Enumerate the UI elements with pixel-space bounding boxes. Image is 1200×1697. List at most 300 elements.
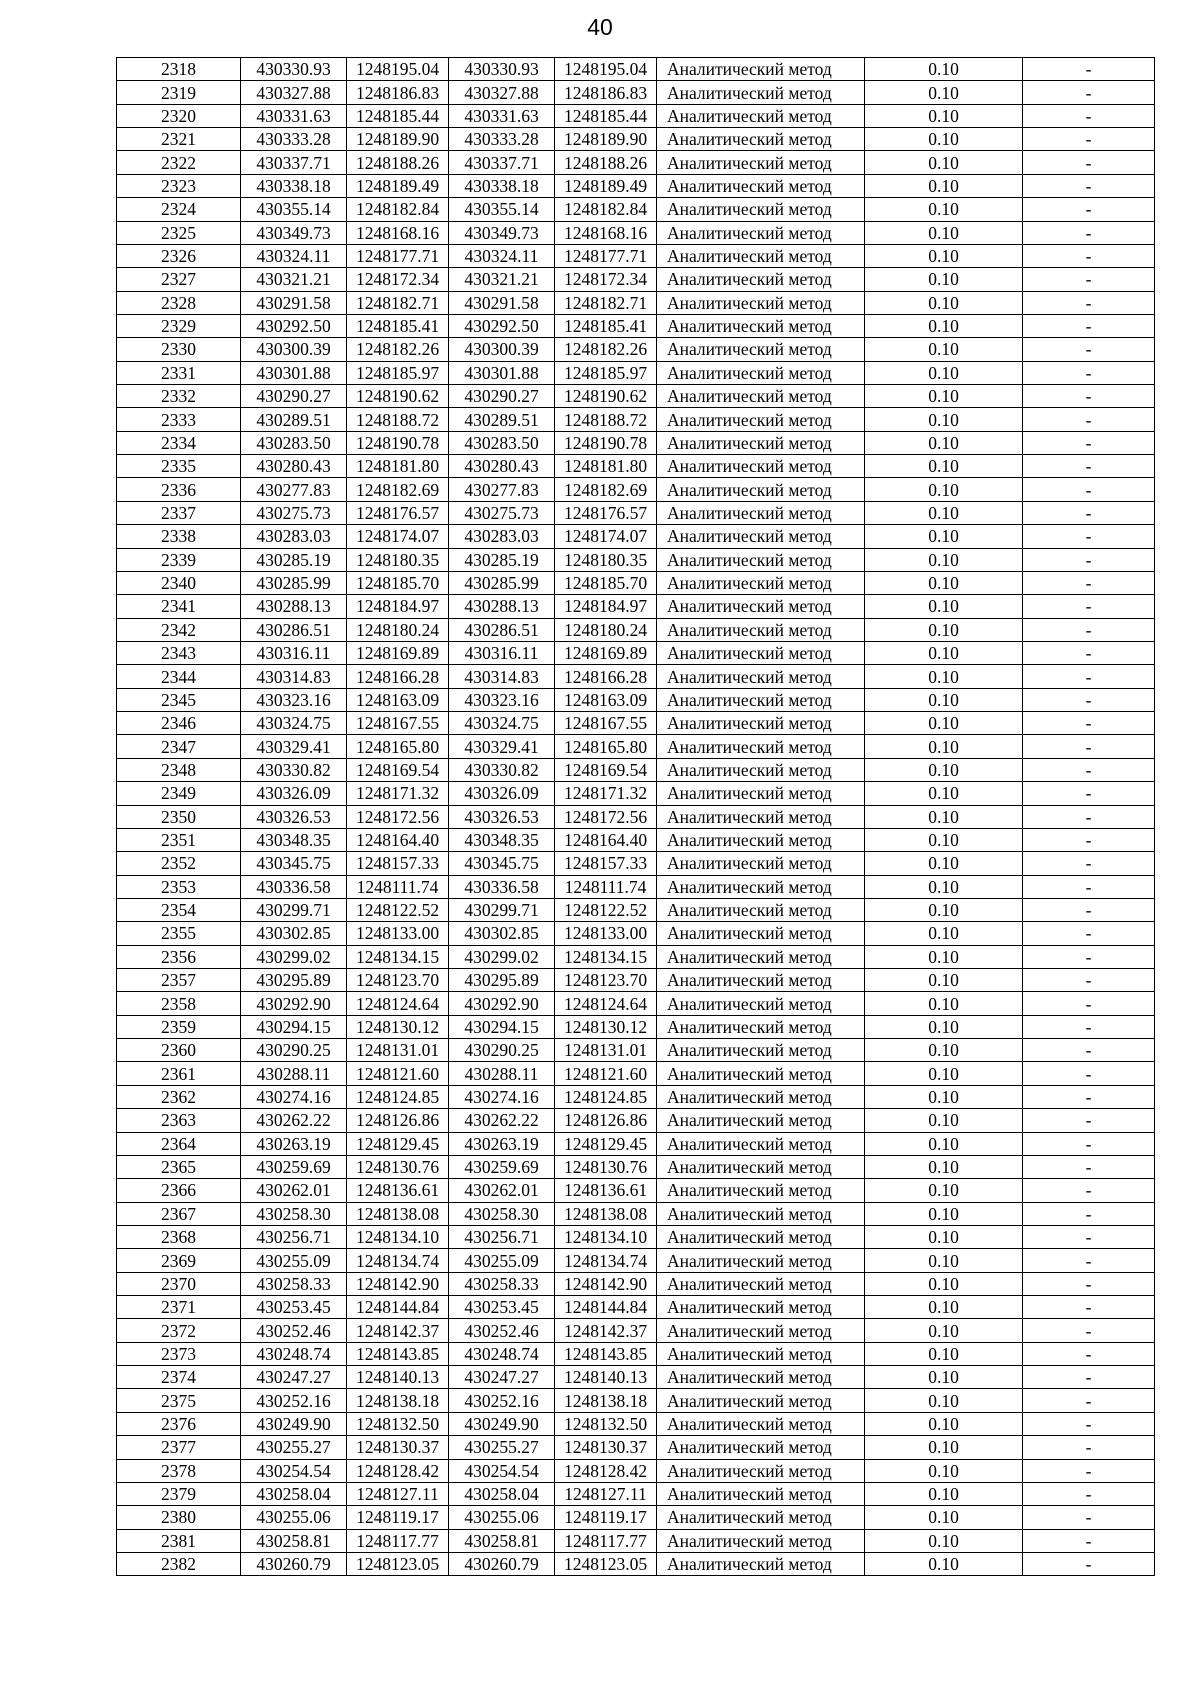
method-cell: Аналитический метод	[657, 408, 865, 431]
x-old-cell: 430260.79	[241, 1553, 347, 1576]
method-cell: Аналитический метод	[657, 782, 865, 805]
precision-cell: 0.10	[865, 618, 1023, 641]
y-old-cell: 1248182.26	[347, 338, 449, 361]
note-cell: -	[1023, 385, 1155, 408]
x-new-cell: 430255.09	[449, 1249, 555, 1272]
method-cell: Аналитический метод	[657, 291, 865, 314]
y-new-cell: 1248174.07	[555, 525, 657, 548]
point-number-cell: 2335	[117, 455, 241, 478]
point-number-cell: 2365	[117, 1155, 241, 1178]
precision-cell: 0.10	[865, 408, 1023, 431]
y-old-cell: 1248189.49	[347, 174, 449, 197]
y-new-cell: 1248169.89	[555, 641, 657, 664]
table-row	[117, 1202, 1155, 1225]
table-row	[117, 1225, 1155, 1248]
table-row	[117, 478, 1155, 501]
x-new-cell: 430299.71	[449, 898, 555, 921]
method-cell: Аналитический метод	[657, 1015, 865, 1038]
y-new-cell: 1248180.35	[555, 548, 657, 571]
x-new-cell: 430255.27	[449, 1436, 555, 1459]
method-cell: Аналитический метод	[657, 992, 865, 1015]
x-new-cell: 430301.88	[449, 361, 555, 384]
table-row	[117, 852, 1155, 875]
y-old-cell: 1248188.26	[347, 151, 449, 174]
x-old-cell: 430286.51	[241, 618, 347, 641]
y-new-cell: 1248169.54	[555, 758, 657, 781]
y-new-cell: 1248131.01	[555, 1039, 657, 1062]
table-row	[117, 1039, 1155, 1062]
y-old-cell: 1248123.05	[347, 1553, 449, 1576]
method-cell: Аналитический метод	[657, 1436, 865, 1459]
method-cell: Аналитический метод	[657, 174, 865, 197]
y-old-cell: 1248121.60	[347, 1062, 449, 1085]
x-old-cell: 430337.71	[241, 151, 347, 174]
y-new-cell: 1248182.26	[555, 338, 657, 361]
y-new-cell: 1248189.49	[555, 174, 657, 197]
table-row	[117, 665, 1155, 688]
note-cell: -	[1023, 314, 1155, 337]
method-cell: Аналитический метод	[657, 58, 865, 81]
note-cell: -	[1023, 712, 1155, 735]
method-cell: Аналитический метод	[657, 314, 865, 337]
method-cell: Аналитический метод	[657, 548, 865, 571]
x-old-cell: 430290.25	[241, 1039, 347, 1062]
note-cell: -	[1023, 758, 1155, 781]
x-new-cell: 430253.45	[449, 1296, 555, 1319]
x-new-cell: 430274.16	[449, 1085, 555, 1108]
y-old-cell: 1248134.15	[347, 945, 449, 968]
y-new-cell: 1248138.18	[555, 1389, 657, 1412]
precision-cell: 0.10	[865, 1179, 1023, 1202]
coordinates-table	[116, 57, 1155, 1576]
y-new-cell: 1248133.00	[555, 922, 657, 945]
x-old-cell: 430291.58	[241, 291, 347, 314]
x-old-cell: 430329.41	[241, 735, 347, 758]
page-number: 40	[587, 14, 613, 40]
y-new-cell: 1248127.11	[555, 1482, 657, 1505]
y-new-cell: 1248157.33	[555, 852, 657, 875]
precision-cell: 0.10	[865, 758, 1023, 781]
method-cell: Аналитический метод	[657, 828, 865, 851]
precision-cell: 0.10	[865, 1342, 1023, 1365]
table-row	[117, 969, 1155, 992]
table-row	[117, 244, 1155, 267]
table-row	[117, 1553, 1155, 1576]
note-cell: -	[1023, 1225, 1155, 1248]
method-cell: Аналитический метод	[657, 455, 865, 478]
point-number-cell: 2358	[117, 992, 241, 1015]
y-old-cell: 1248134.10	[347, 1225, 449, 1248]
x-new-cell: 430336.58	[449, 875, 555, 898]
precision-cell: 0.10	[865, 1109, 1023, 1132]
point-number-cell: 2354	[117, 898, 241, 921]
x-new-cell: 430277.83	[449, 478, 555, 501]
table-body	[117, 58, 1155, 1576]
x-new-cell: 430248.74	[449, 1342, 555, 1365]
precision-cell: 0.10	[865, 571, 1023, 594]
y-new-cell: 1248130.12	[555, 1015, 657, 1038]
x-old-cell: 430288.13	[241, 595, 347, 618]
precision-cell: 0.10	[865, 805, 1023, 828]
note-cell: -	[1023, 735, 1155, 758]
y-old-cell: 1248169.89	[347, 641, 449, 664]
x-new-cell: 430316.11	[449, 641, 555, 664]
y-old-cell: 1248167.55	[347, 712, 449, 735]
y-old-cell: 1248129.45	[347, 1132, 449, 1155]
precision-cell: 0.10	[865, 1225, 1023, 1248]
x-new-cell: 430326.09	[449, 782, 555, 805]
y-old-cell: 1248127.11	[347, 1482, 449, 1505]
x-old-cell: 430288.11	[241, 1062, 347, 1085]
x-old-cell: 430283.50	[241, 431, 347, 454]
precision-cell: 0.10	[865, 665, 1023, 688]
y-old-cell: 1248185.44	[347, 104, 449, 127]
y-old-cell: 1248165.80	[347, 735, 449, 758]
method-cell: Аналитический метод	[657, 758, 865, 781]
point-number-cell: 2374	[117, 1366, 241, 1389]
y-new-cell: 1248181.80	[555, 455, 657, 478]
x-old-cell: 430324.75	[241, 712, 347, 735]
point-number-cell: 2369	[117, 1249, 241, 1272]
precision-cell: 0.10	[865, 969, 1023, 992]
x-new-cell: 430314.83	[449, 665, 555, 688]
x-new-cell: 430283.50	[449, 431, 555, 454]
note-cell: -	[1023, 898, 1155, 921]
x-new-cell: 430258.30	[449, 1202, 555, 1225]
point-number-cell: 2357	[117, 969, 241, 992]
point-number-cell: 2341	[117, 595, 241, 618]
note-cell: -	[1023, 81, 1155, 104]
x-new-cell: 430326.53	[449, 805, 555, 828]
y-new-cell: 1248185.44	[555, 104, 657, 127]
x-new-cell: 430254.54	[449, 1459, 555, 1482]
y-old-cell: 1248176.57	[347, 501, 449, 524]
note-cell: -	[1023, 58, 1155, 81]
method-cell: Аналитический метод	[657, 81, 865, 104]
table-row	[117, 571, 1155, 594]
table-row	[117, 361, 1155, 384]
method-cell: Аналитический метод	[657, 1553, 865, 1576]
y-new-cell: 1248124.64	[555, 992, 657, 1015]
precision-cell: 0.10	[865, 1553, 1023, 1576]
precision-cell: 0.10	[865, 221, 1023, 244]
note-cell: -	[1023, 244, 1155, 267]
note-cell: -	[1023, 291, 1155, 314]
y-old-cell: 1248177.71	[347, 244, 449, 267]
y-old-cell: 1248126.86	[347, 1109, 449, 1132]
point-number-cell: 2327	[117, 268, 241, 291]
precision-cell: 0.10	[865, 898, 1023, 921]
y-old-cell: 1248181.80	[347, 455, 449, 478]
y-old-cell: 1248185.97	[347, 361, 449, 384]
point-number-cell: 2382	[117, 1553, 241, 1576]
table-row	[117, 338, 1155, 361]
point-number-cell: 2359	[117, 1015, 241, 1038]
method-cell: Аналитический метод	[657, 244, 865, 267]
note-cell: -	[1023, 1319, 1155, 1342]
note-cell: -	[1023, 1366, 1155, 1389]
precision-cell: 0.10	[865, 268, 1023, 291]
table-row	[117, 81, 1155, 104]
x-old-cell: 430255.27	[241, 1436, 347, 1459]
table-row	[117, 385, 1155, 408]
point-number-cell: 2381	[117, 1529, 241, 1552]
note-cell: -	[1023, 221, 1155, 244]
precision-cell: 0.10	[865, 1529, 1023, 1552]
y-old-cell: 1248128.42	[347, 1459, 449, 1482]
x-new-cell: 430295.89	[449, 969, 555, 992]
table-row	[117, 1342, 1155, 1365]
x-old-cell: 430299.02	[241, 945, 347, 968]
point-number-cell: 2353	[117, 875, 241, 898]
y-old-cell: 1248117.77	[347, 1529, 449, 1552]
y-new-cell: 1248144.84	[555, 1296, 657, 1319]
x-new-cell: 430330.93	[449, 58, 555, 81]
precision-cell: 0.10	[865, 735, 1023, 758]
y-new-cell: 1248138.08	[555, 1202, 657, 1225]
y-old-cell: 1248172.56	[347, 805, 449, 828]
y-old-cell: 1248138.18	[347, 1389, 449, 1412]
x-new-cell: 430249.90	[449, 1412, 555, 1435]
x-new-cell: 430288.13	[449, 595, 555, 618]
x-old-cell: 430253.45	[241, 1296, 347, 1319]
method-cell: Аналитический метод	[657, 501, 865, 524]
y-new-cell: 1248164.40	[555, 828, 657, 851]
x-old-cell: 430330.82	[241, 758, 347, 781]
point-number-cell: 2330	[117, 338, 241, 361]
table-row	[117, 455, 1155, 478]
precision-cell: 0.10	[865, 828, 1023, 851]
x-old-cell: 430302.85	[241, 922, 347, 945]
y-new-cell: 1248182.69	[555, 478, 657, 501]
y-old-cell: 1248119.17	[347, 1506, 449, 1529]
y-old-cell: 1248182.69	[347, 478, 449, 501]
note-cell: -	[1023, 198, 1155, 221]
precision-cell: 0.10	[865, 291, 1023, 314]
x-old-cell: 430345.75	[241, 852, 347, 875]
table-row	[117, 922, 1155, 945]
method-cell: Аналитический метод	[657, 1062, 865, 1085]
table-row	[117, 1529, 1155, 1552]
y-old-cell: 1248130.76	[347, 1155, 449, 1178]
method-cell: Аналитический метод	[657, 1482, 865, 1505]
y-old-cell: 1248185.70	[347, 571, 449, 594]
x-new-cell: 430299.02	[449, 945, 555, 968]
table-row	[117, 782, 1155, 805]
y-old-cell: 1248133.00	[347, 922, 449, 945]
note-cell: -	[1023, 455, 1155, 478]
y-new-cell: 1248185.41	[555, 314, 657, 337]
x-new-cell: 430255.06	[449, 1506, 555, 1529]
note-cell: -	[1023, 828, 1155, 851]
precision-cell: 0.10	[865, 782, 1023, 805]
precision-cell: 0.10	[865, 1436, 1023, 1459]
y-new-cell: 1248182.71	[555, 291, 657, 314]
note-cell: -	[1023, 1529, 1155, 1552]
y-new-cell: 1248130.37	[555, 1436, 657, 1459]
table-row	[117, 268, 1155, 291]
table-row	[117, 712, 1155, 735]
table-row	[117, 805, 1155, 828]
precision-cell: 0.10	[865, 1506, 1023, 1529]
y-new-cell: 1248172.56	[555, 805, 657, 828]
x-old-cell: 430331.63	[241, 104, 347, 127]
y-new-cell: 1248184.97	[555, 595, 657, 618]
y-new-cell: 1248123.05	[555, 1553, 657, 1576]
note-cell: -	[1023, 104, 1155, 127]
note-cell: -	[1023, 501, 1155, 524]
x-old-cell: 430290.27	[241, 385, 347, 408]
x-new-cell: 430280.43	[449, 455, 555, 478]
precision-cell: 0.10	[865, 478, 1023, 501]
table-row	[117, 1506, 1155, 1529]
method-cell: Аналитический метод	[657, 1342, 865, 1365]
y-new-cell: 1248124.85	[555, 1085, 657, 1108]
note-cell: -	[1023, 992, 1155, 1015]
method-cell: Аналитический метод	[657, 898, 865, 921]
method-cell: Аналитический метод	[657, 805, 865, 828]
y-old-cell: 1248182.71	[347, 291, 449, 314]
table-row	[117, 1459, 1155, 1482]
x-old-cell: 430283.03	[241, 525, 347, 548]
table-row	[117, 58, 1155, 81]
x-old-cell: 430292.50	[241, 314, 347, 337]
y-old-cell: 1248171.32	[347, 782, 449, 805]
table-row	[117, 1109, 1155, 1132]
table-row	[117, 1062, 1155, 1085]
y-old-cell: 1248138.08	[347, 1202, 449, 1225]
point-number-cell: 2361	[117, 1062, 241, 1085]
y-old-cell: 1248134.74	[347, 1249, 449, 1272]
note-cell: -	[1023, 1179, 1155, 1202]
method-cell: Аналитический метод	[657, 1202, 865, 1225]
method-cell: Аналитический метод	[657, 1249, 865, 1272]
precision-cell: 0.10	[865, 992, 1023, 1015]
method-cell: Аналитический метод	[657, 922, 865, 945]
y-old-cell: 1248186.83	[347, 81, 449, 104]
note-cell: -	[1023, 174, 1155, 197]
method-cell: Аналитический метод	[657, 361, 865, 384]
note-cell: -	[1023, 571, 1155, 594]
method-cell: Аналитический метод	[657, 128, 865, 151]
x-new-cell: 430333.28	[449, 128, 555, 151]
point-number-cell: 2378	[117, 1459, 241, 1482]
y-new-cell: 1248128.42	[555, 1459, 657, 1482]
method-cell: Аналитический метод	[657, 268, 865, 291]
x-new-cell: 430337.71	[449, 151, 555, 174]
y-new-cell: 1248171.32	[555, 782, 657, 805]
x-old-cell: 430248.74	[241, 1342, 347, 1365]
note-cell: -	[1023, 1482, 1155, 1505]
table-row	[117, 1015, 1155, 1038]
x-old-cell: 430255.09	[241, 1249, 347, 1272]
precision-cell: 0.10	[865, 198, 1023, 221]
x-old-cell: 430258.04	[241, 1482, 347, 1505]
point-number-cell: 2368	[117, 1225, 241, 1248]
y-new-cell: 1248123.70	[555, 969, 657, 992]
x-old-cell: 430333.28	[241, 128, 347, 151]
note-cell: -	[1023, 128, 1155, 151]
y-new-cell: 1248166.28	[555, 665, 657, 688]
x-new-cell: 430321.21	[449, 268, 555, 291]
note-cell: -	[1023, 1202, 1155, 1225]
table-row	[117, 595, 1155, 618]
y-old-cell: 1248169.54	[347, 758, 449, 781]
table-row	[117, 525, 1155, 548]
y-old-cell: 1248182.84	[347, 198, 449, 221]
precision-cell: 0.10	[865, 174, 1023, 197]
x-old-cell: 430326.09	[241, 782, 347, 805]
point-number-cell: 2338	[117, 525, 241, 548]
x-old-cell: 430256.71	[241, 1225, 347, 1248]
note-cell: -	[1023, 1412, 1155, 1435]
y-old-cell: 1248123.70	[347, 969, 449, 992]
table-row	[117, 992, 1155, 1015]
x-old-cell: 430294.15	[241, 1015, 347, 1038]
x-old-cell: 430262.22	[241, 1109, 347, 1132]
table-row	[117, 431, 1155, 454]
method-cell: Аналитический метод	[657, 595, 865, 618]
note-cell: -	[1023, 618, 1155, 641]
x-old-cell: 430254.54	[241, 1459, 347, 1482]
table-row	[117, 151, 1155, 174]
note-cell: -	[1023, 408, 1155, 431]
method-cell: Аналитический метод	[657, 1179, 865, 1202]
x-new-cell: 430289.51	[449, 408, 555, 431]
precision-cell: 0.10	[865, 525, 1023, 548]
y-new-cell: 1248190.62	[555, 385, 657, 408]
method-cell: Аналитический метод	[657, 1109, 865, 1132]
table-row	[117, 198, 1155, 221]
method-cell: Аналитический метод	[657, 875, 865, 898]
precision-cell: 0.10	[865, 151, 1023, 174]
note-cell: -	[1023, 1272, 1155, 1295]
precision-cell: 0.10	[865, 875, 1023, 898]
y-new-cell: 1248126.86	[555, 1109, 657, 1132]
table-row	[117, 408, 1155, 431]
x-new-cell: 430294.15	[449, 1015, 555, 1038]
method-cell: Аналитический метод	[657, 735, 865, 758]
note-cell: -	[1023, 361, 1155, 384]
precision-cell: 0.10	[865, 1272, 1023, 1295]
y-old-cell: 1248195.04	[347, 58, 449, 81]
x-old-cell: 430349.73	[241, 221, 347, 244]
method-cell: Аналитический метод	[657, 1459, 865, 1482]
x-new-cell: 430331.63	[449, 104, 555, 127]
x-old-cell: 430258.81	[241, 1529, 347, 1552]
x-new-cell: 430252.16	[449, 1389, 555, 1412]
precision-cell: 0.10	[865, 58, 1023, 81]
precision-cell: 0.10	[865, 1155, 1023, 1178]
x-new-cell: 430324.75	[449, 712, 555, 735]
point-number-cell: 2333	[117, 408, 241, 431]
y-new-cell: 1248134.15	[555, 945, 657, 968]
x-new-cell: 430355.14	[449, 198, 555, 221]
precision-cell: 0.10	[865, 314, 1023, 337]
precision-cell: 0.10	[865, 128, 1023, 151]
x-old-cell: 430275.73	[241, 501, 347, 524]
point-number-cell: 2334	[117, 431, 241, 454]
x-old-cell: 430252.46	[241, 1319, 347, 1342]
y-new-cell: 1248188.72	[555, 408, 657, 431]
method-cell: Аналитический метод	[657, 1529, 865, 1552]
method-cell: Аналитический метод	[657, 852, 865, 875]
x-old-cell: 430258.30	[241, 1202, 347, 1225]
method-cell: Аналитический метод	[657, 571, 865, 594]
table-row	[117, 1366, 1155, 1389]
precision-cell: 0.10	[865, 1249, 1023, 1272]
y-new-cell: 1248186.83	[555, 81, 657, 104]
